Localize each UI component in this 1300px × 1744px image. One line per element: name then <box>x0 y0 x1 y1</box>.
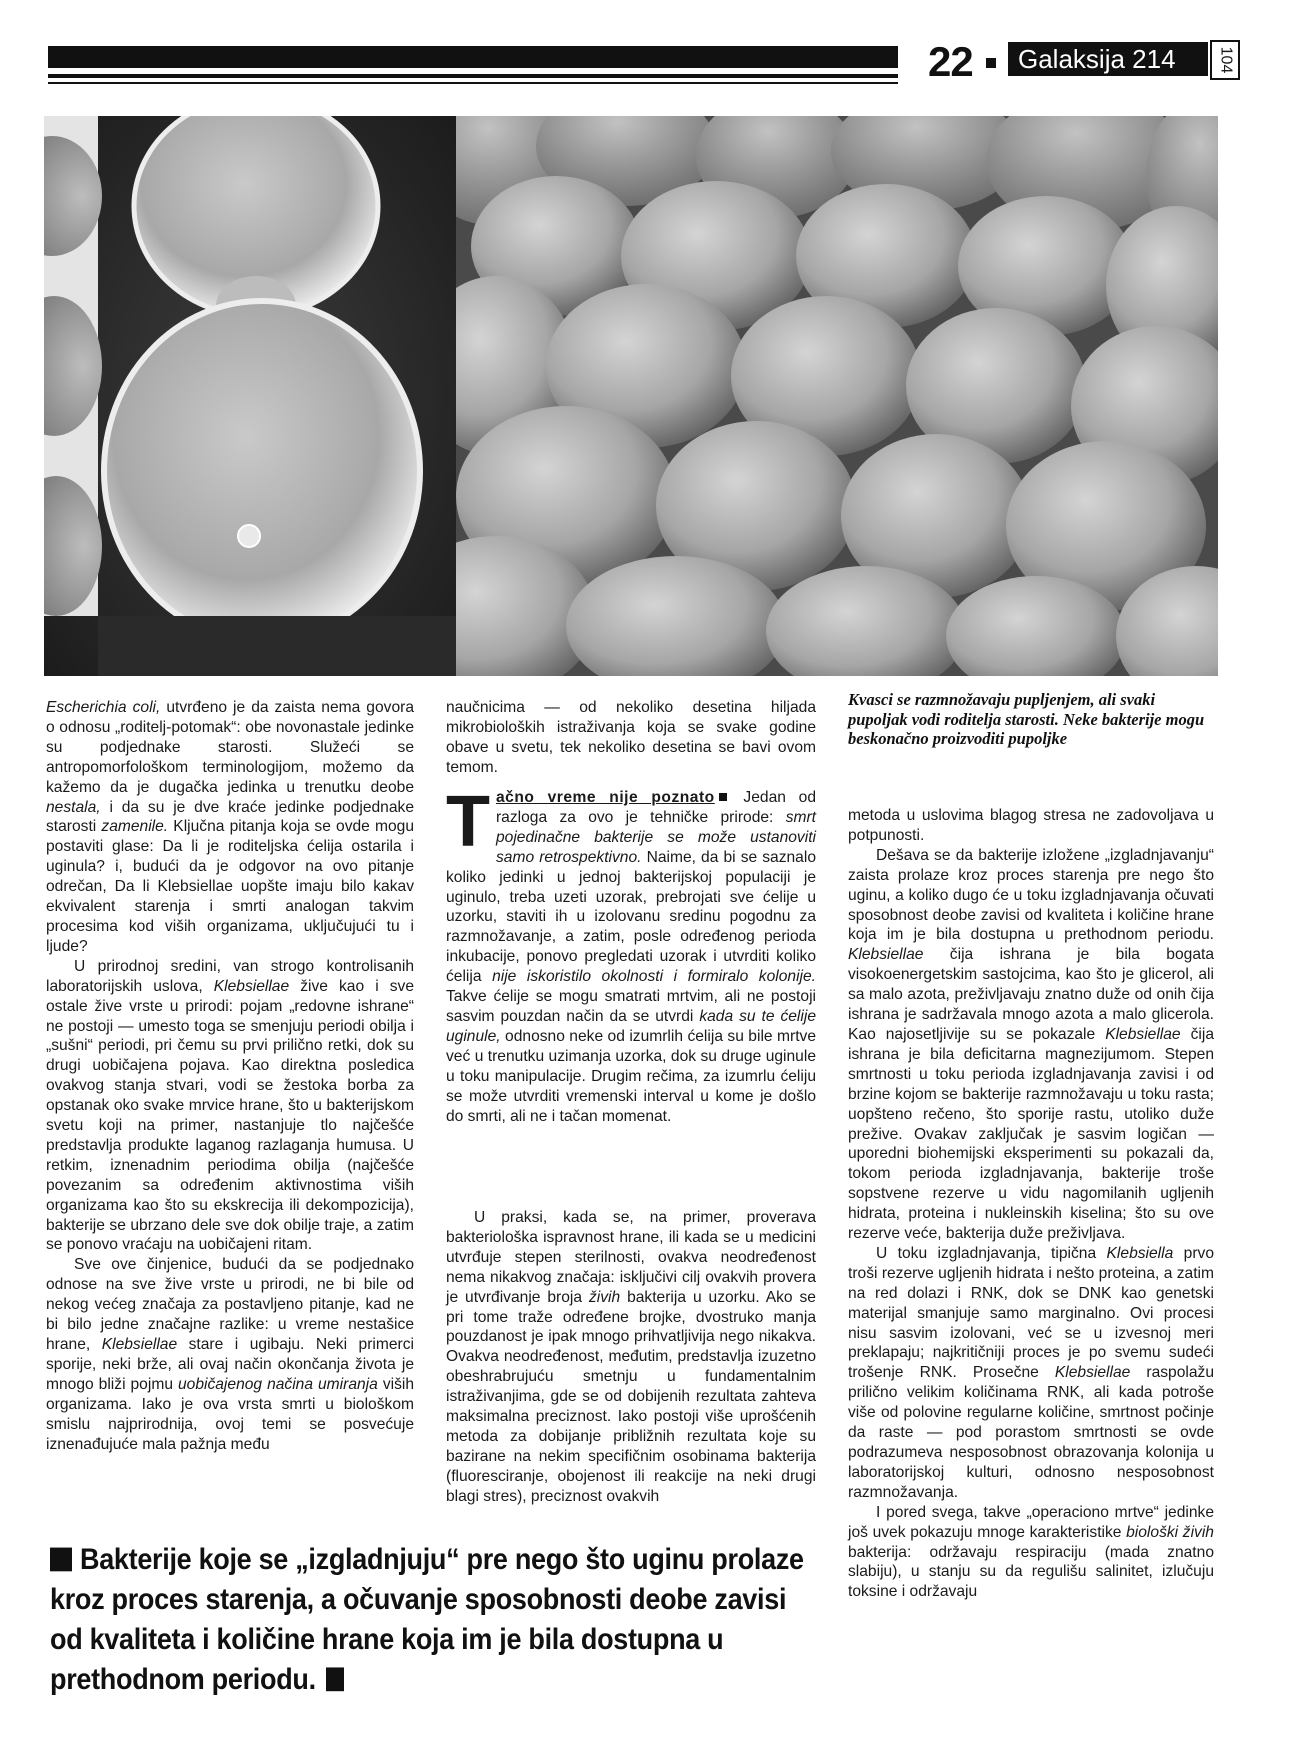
text-span: žive kao i sve ostale žive vrste u prirodi: pojam „redovne ishrane“ ne postoji — umesto toga se smenjuju periodi obilja i „sušni“ periodi, pri čemu su prvi prilično retki, dok su drugi uobičajena pojava. Kao direktna posledica ovakvog stanja stvari, vodi se žestoka borba za opstanak oko svake mrvice hrane, što u bakterijskom svetu koji na primer, nastanjuje tlo najčešće predstavlja produkte laganog razlaganja humusa. U retkim, iznenadnim periodima obilja (najčešće povezanim sa određenim aktivnostima viših organizama kao što su ekskrecija ili dekompozicija), bakterije se ubrzano dele sve dok obilje traje, a zatim se ponovo vraćaju na uobičajeni ritam. <box>46 977 414 1254</box>
drop-cap: T <box>446 782 490 862</box>
header-rule-thin <box>48 82 898 84</box>
emphasis: uobičajenog načina umiranja <box>177 1375 378 1393</box>
paragraph <box>446 1208 816 1507</box>
paragraph: naučnicima — od nekoliko desetina hiljada mikrobioloških istraživanja koja se svake godine obave u svetu, tek nekoliko desetina se bavi ovom temom. <box>446 699 816 776</box>
species-name: Klebsiellae <box>848 946 924 964</box>
species-name: Klebsiellae <box>1105 1025 1181 1043</box>
text-span: U prirodnoj sredini, van strogo kontrolisanih laboratorijskih uslova, <box>46 957 414 995</box>
emphasis: nije iskoristilo okolnosti i formiralo kolonije. <box>492 968 816 986</box>
text-column-3 <box>848 806 1214 1602</box>
section-heading: ačno vreme nije poznato <box>495 789 715 806</box>
text-column-2 <box>446 698 816 778</box>
page-number: 22 <box>928 38 973 85</box>
pull-quote-text: Bakterije koje se „izgladnjuju“ pre nego što uginu prolaze kroz proces starenja, a očuvanje sposobnosti deobe zavisi od kvaliteta i količine hrane koja im je bila dostupna u prethodnom periodu. <box>50 1543 804 1696</box>
text-span: Sve ove činjenice, budući da se podjednako odnose na sve žive vrste u prirodi, ne bi bile od nekog većeg značaja za postavljeno pitanje, kad ne bi bilo jedne značajne razlike: u vreme nestašice hrane, <box>46 1256 414 1353</box>
text-span: prvo troši rezerve ugljenih hidrata i nešto proteina, a zatim na red dolazi i RNK, dok se DNK kao genetski materijal smanjuje samo marginalno. Ovi procesi nisu sasvim izolovani, već se u izvesnoj meri preklapaju; najkritičniji proces je po svemu sudeći trošenje RNK. Prosečne <box>848 1244 1215 1382</box>
species-name: Klebsiellae <box>213 977 290 995</box>
photo-bacterium <box>44 116 456 676</box>
text-span: čija ishrana je bila bogata visokoenergetskim sastojcima, kao što je glicerol, ali sa malo azota, preživljavaju znatno duže od onih čija ishrana je sadržavala mnogo azota a malo glicerola. Kao najosetljivije su se pokazale <box>848 946 1214 1043</box>
text-span: Jedan od razloga za ovo je tehničke prirode: <box>495 789 816 826</box>
photo-caption: Kvasci se razmnožavaju pupljenjem, ali svaki pupoljak vodi roditelja starosti. Neke bakterije mogu beskonačno proizvoditi pupoljke <box>848 690 1205 748</box>
yeast-cells-micrograph-icon <box>456 116 1218 676</box>
side-code-box <box>1210 40 1240 80</box>
paragraph <box>46 957 414 1256</box>
text-column-2-lower <box>446 1208 816 1507</box>
emphasis: biološki živih <box>1126 1523 1214 1541</box>
emphasis: smrt pojedinačne bakterije se može ustanoviti samo retrospektivno. <box>495 808 816 866</box>
text-span: Naime, da bi se saznalo koliko jedinki u jednoj bakterijskoj populaciji je uginulo, treba uzeti uzorak, prebrojati sve ćelije u uzorku, staviti ih u izolovanu sredinu pogodnu za razmnožavanje, a zatim, posle određenog perioda inkubacije, ponovo pregledati uzorak i utvrditi koliko ćelija <box>446 848 816 986</box>
paragraph <box>848 1244 1214 1503</box>
text-span: stare i ugibaju. Neki primerci sporije, neki brže, ali ovaj način okončanja života je mnogo bliži pojmu <box>46 1336 414 1393</box>
text-span: odnosno neke od izumrlih ćelija su bile mrtve već u trenutku uzimanja uzorka, dok su druge uginule u toku manipulacije. Drugim rečima, za izumrlu ćeliju se može utvrditi vremenski interval u kome je došlo do smrti, ali ne i tačan momenat. <box>446 1027 816 1125</box>
text-span: Takve ćelije se mogu smatrati mrtvim, ali ne postoji sasvim pouzdan način da se utvrdi <box>446 988 816 1025</box>
species-name: Escherichia coli, <box>46 699 161 716</box>
text-span: bakterija u uzorku. Ako se pri tome traže određene brojke, dvostruko manja pouzdanost je ipak mnogo prihvatljivija nego nikakva. Ovakva neodređenost, međutim, predstavlja izuzetno obeshrabrujuću smetnju u fundamentalnim istraživanjima, gde se od dobijenih rezultata zahteva maksimalna preciznost. Iako postoji više uprošćenih metoda za dobijanje približnih rezultata koje su bazirane na nekim specifičnim osobinama bakterija (fluoresciranje, obojenost ili reakcije na neki drugi blagi stres), preciznost ovakvih <box>446 1288 816 1505</box>
text-span: i da su je dve kraće jedinke podjednake starosti <box>46 798 414 836</box>
text-span: bakterija: održavaju respiraciju (mada znatno slabiju), u stanju su da regulišu salinitet, izlučuju toksine i održavaju <box>848 1543 1214 1601</box>
header-rule <box>48 74 898 78</box>
heading-bullet <box>719 793 727 801</box>
paragraph <box>46 1255 414 1454</box>
species-name: Klebsiellae <box>1054 1364 1131 1382</box>
quote-bullet <box>50 1548 72 1572</box>
species-name: Klebsiellae <box>101 1336 178 1353</box>
text-span: Ključna pitanja koja se ovde mogu postaviti glase: Da li je roditeljska ćelija ostarila i uginula? i, budući da je odgovor na ovo pitanje odrečan, Da li Klebsiellae uopšte imaju bilo kakav ekvivalent starenja i smrti analogan takvim procesima kod viših organizama, uključujući tu i ljude? <box>46 818 414 955</box>
text-span: viših organizama. Iako je ova vrsta smrti u biološkom smislu najprirodnija, ovoj temi se posvećuje iznenađujuće mala pažnja među <box>46 1375 415 1453</box>
header-bullet <box>986 58 996 68</box>
emphasis: kada su te ćelije uginule, <box>446 1007 816 1045</box>
text-span: U toku izgladnjavanja, tipična <box>876 1244 1107 1262</box>
paragraph <box>848 846 1214 1244</box>
text-span: čija ishrana je bila deficitarna magnezijumom. Stepen smrtnosti u toku perioda izgladnjavanja zavisi i od brzine kojom se bakterije razmnožavaju u toku rasta; uopšteno rečeno, što sporije rastu, utoliko duže prežive. Ovakav zaključak je sasvim logičan — uporedni biohemijski eksperimenti su pokazali da, tokom perioda izgladnjavanja, bakterije troše sopstvene rezerve u vidu nagomilanih ugljenih hidrata, proteina i nukleinskih kiselina; što su ove rezerve veće, bakterija duže preživljava. <box>848 1025 1215 1243</box>
text-span: utvrđeno je da zaista nema govora o odnosu „roditelj-potomak“: obe novonastale jedinke su podjednake starosti. Služeći se antropomorfološkom terminologijom, možemo da kažemo da je dugačka jedinka u trenutku deobe <box>46 699 414 796</box>
text-span: Dešava se da bakterije izložene „izgladnjavanju“ zaista prolaze kroz proces starenja pre nego što uginu, a koliko dugo će u toku izgladnjavanja očuvati sposobnost deobe zavisi od kvaliteta i količine hrane koja im je bila dostupna u prethodnom periodu. <box>848 846 1214 944</box>
quote-end-bullet <box>326 1667 344 1691</box>
text-span: U praksi, kada se, na primer, proverava bakteriološka ispravnost hrane, ili kada se u medicini utvrđuje stepen sterilnosti, ovakva neodređenost nema nikakvog značaja: isključivi cilj ovakvih provera je utvrđivanje broja <box>446 1209 816 1306</box>
bacterium-budding-micrograph-icon <box>44 116 456 676</box>
text-column-1 <box>46 698 414 1454</box>
magazine-title: Galaksija 214 <box>1008 42 1208 76</box>
emphasis: zamenile. <box>101 818 169 836</box>
side-code: 104 <box>1217 46 1235 74</box>
text-span: I pored svega, takve „operaciono mrtve“ jedinke još uvek pokazuju mnoge karakteristike <box>848 1503 1214 1541</box>
species-name: Klebsiella <box>1106 1244 1174 1262</box>
emphasis: nestala, <box>46 798 101 816</box>
text-span: raspolažu prilično velikim količinama RNK, ali kada potroše više od polovine regularne količine, smrtnost počinje da raste — pod porastom smrtnosti se ovde podrazumeva nesposobnost obrazovanja kolonija u laboratorijskoj kulturi, odnosno nesposobnost razmnožavanja. <box>848 1364 1214 1501</box>
section-start <box>446 782 816 1126</box>
paragraph <box>848 1503 1214 1603</box>
header-bar <box>48 46 898 68</box>
paragraph: metoda u uslovima blagog stresa ne zadovoljava u potpunosti. <box>848 807 1214 844</box>
emphasis: živih <box>588 1288 621 1306</box>
photo-yeast <box>456 116 1218 676</box>
paragraph <box>46 698 414 957</box>
pull-quote <box>50 1540 810 1700</box>
